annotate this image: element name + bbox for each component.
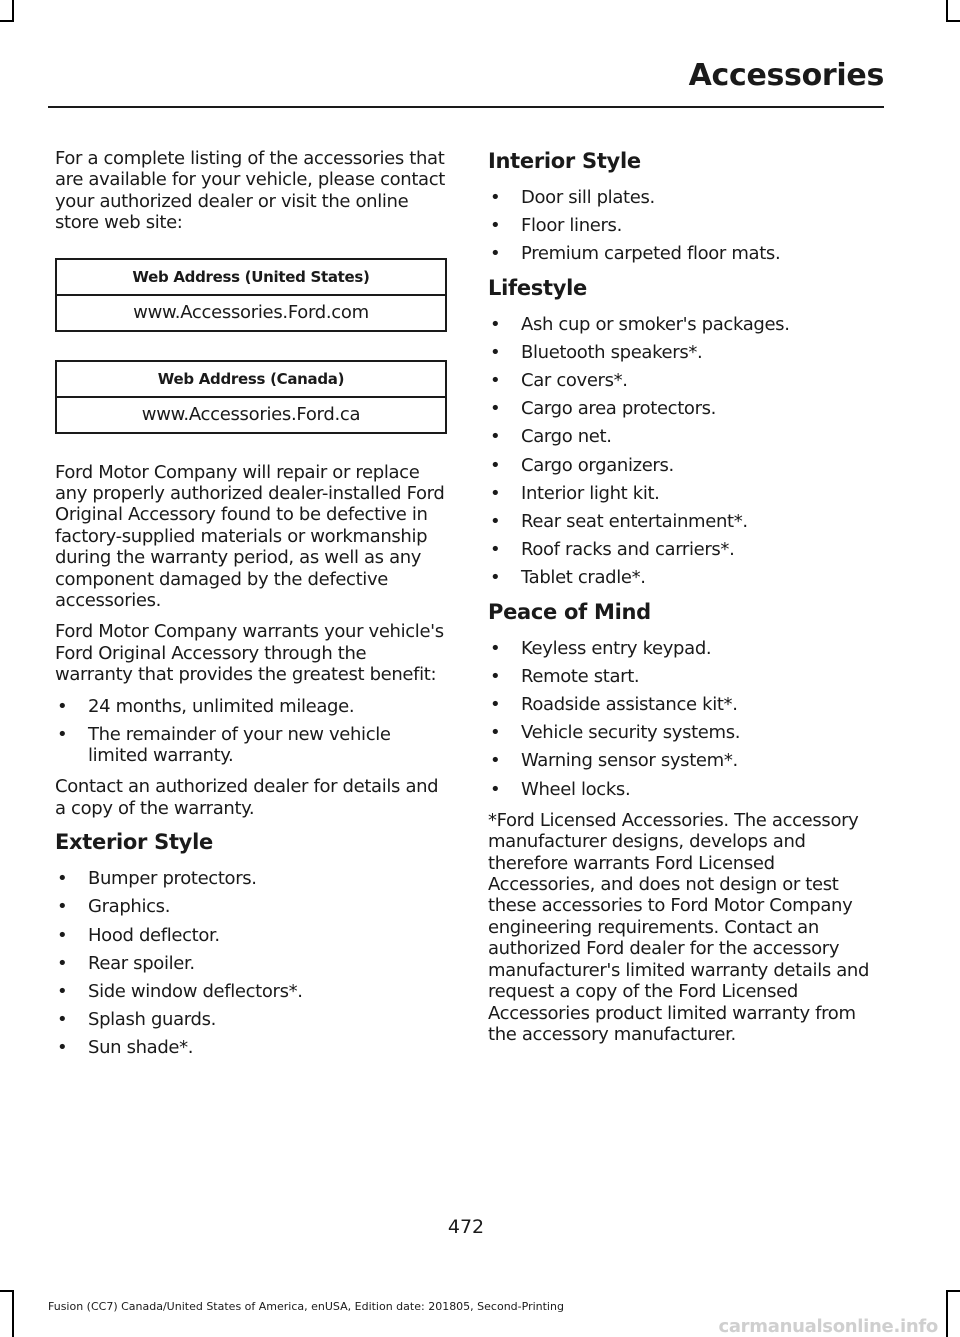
bullet-icon: • [490,750,501,772]
list-item [488,455,880,476]
bullet-icon: • [57,952,68,974]
list-item-text: Rear seat entertainment*. [521,511,748,533]
list-item-text: Floor liners. [521,215,622,237]
bullet-icon: • [490,187,501,208]
list-item [488,314,880,335]
list-item-text: Sun shade*. [88,1037,194,1059]
bullet-icon: • [490,722,501,744]
crop-mark-top-right-h [946,20,960,22]
list-item [488,483,880,504]
list-item-text: The remainder of your new vehicle limited warranty. [88,723,391,767]
repair-paragraph: Ford Motor Company will repair or replace any properly authorized dealer-installed Ford Original Accessory found to be defective in factory-supplied materials or workmanship during the warranty period, as well as any component damaged by the defective accessories. [55,461,445,612]
right-column [488,148,880,1055]
list-item [55,868,447,889]
list-item [488,567,880,588]
crop-mark-top-right-v [946,0,948,22]
bullet-icon: • [490,398,501,420]
crop-mark-bottom-left-v [12,1290,14,1337]
crop-mark-top-left-v [12,0,14,22]
list-item-text: Vehicle security systems. [521,722,741,744]
bullet-icon: • [490,567,501,589]
list-item [488,722,880,743]
bullet-icon: • [57,868,68,890]
list-item-text: Interior light kit. [521,482,660,504]
bullet-icon: • [490,694,501,716]
list-item [55,1009,447,1030]
bullet-icon: • [57,695,68,717]
page-number: 472 [447,1216,485,1238]
list-item-text: Rear spoiler. [88,952,195,974]
left-column [55,148,447,1069]
list-item-text: Premium carpeted floor mats. [521,243,781,265]
list-item-text: Roof racks and carriers*. [521,539,735,561]
list-item [488,539,880,560]
list-item [55,981,447,1002]
bullet-icon: • [490,482,501,504]
list-item-text: Bumper protectors. [88,868,257,890]
footer-edition-text: Fusion (CC7) Canada/United States of America, enUSA, Edition date: 201805, Second-Printing [48,1300,564,1313]
list-item [488,187,880,208]
bullet-icon: • [490,243,501,265]
exterior-style-list [55,868,447,1058]
list-item [55,724,447,766]
lifestyle-list [488,314,880,589]
list-item [488,638,880,659]
exterior-style-heading: Exterior Style [55,830,213,855]
bullet-icon: • [490,637,501,659]
web-address-canada-header: Web Address (Canada) [56,361,446,397]
crop-mark-bottom-right-v [946,1290,948,1337]
list-item [488,398,880,419]
list-item-text: 24 months, unlimited mileage. [88,695,355,717]
list-item-text: Door sill plates. [521,187,655,208]
list-item-text: Keyless entry keypad. [521,637,712,659]
lifestyle-heading: Lifestyle [488,275,587,300]
footnote-paragraph: *Ford Licensed Accessories. The accessory manufacturer designs, develops and therefore warrants Ford Licensed Accessories, and does not design or test these accessories to Ford Motor Company engineering requirements. Contact an authorized Ford dealer for the accessory manufacturer's limited warranty details and request a copy of the Ford Licensed Accessories product limited warranty from the accessory manufacturer. [488,809,870,1045]
list-item [488,694,880,715]
crop-mark-bottom-left-h [0,1290,14,1292]
list-item [488,426,880,447]
bullet-icon: • [57,924,68,946]
web-address-canada-value[interactable]: www.Accessories.Ford.ca [56,397,446,433]
interior-style-list [488,187,880,265]
list-item-text: Side window deflectors*. [88,980,303,1002]
bullet-icon: • [490,539,501,561]
interior-style-heading: Interior Style [488,149,641,173]
list-item [488,370,880,391]
web-address-us-table [55,258,447,332]
list-item [55,1037,447,1058]
list-item-text: Wheel locks. [521,778,631,800]
warranty-paragraph: Ford Motor Company warrants your vehicle's Ford Original Accessory through the warranty that provides the greatest benefit: [55,621,444,686]
bullet-icon: • [57,1009,68,1031]
list-item-text: Roadside assistance kit*. [521,694,738,716]
list-item-text: Graphics. [88,896,171,918]
web-address-us-value[interactable]: www.Accessories.Ford.com [56,295,446,331]
list-item [55,953,447,974]
warranty-list [55,696,447,767]
page-title: Accessories [688,58,884,93]
bullet-icon: • [57,896,68,918]
bullet-icon: • [490,665,501,687]
list-item-text: Hood deflector. [88,924,220,946]
list-item-text: Ash cup or smoker's packages. [521,313,790,335]
bullet-icon: • [490,341,501,363]
list-item-text: Cargo organizers. [521,454,674,476]
list-item [55,896,447,917]
list-item-text: Cargo net. [521,426,612,448]
crop-mark-bottom-right-h [946,1290,960,1292]
list-item-text: Bluetooth speakers*. [521,341,703,363]
list-item-text: Tablet cradle*. [521,567,646,589]
web-address-us-header: Web Address (United States) [56,259,446,295]
bullet-icon: • [490,511,501,533]
peace-of-mind-list [488,638,880,800]
list-item [488,779,880,800]
contact-paragraph: Contact an authorized dealer for details and a copy of the warranty. [55,776,439,819]
list-item [55,925,447,946]
list-item-text: Car covers*. [521,370,628,392]
web-address-canada-table [55,360,447,434]
watermark-text: carmanualsonline.info [718,1316,938,1337]
list-item [488,243,880,264]
list-item-text: Warning sensor system*. [521,750,738,772]
bullet-icon: • [490,454,501,476]
list-item [488,511,880,532]
bullet-icon: • [490,313,501,335]
list-item [55,696,447,717]
list-item [488,750,880,771]
crop-mark-top-left-h [0,20,14,22]
bullet-icon: • [57,723,68,745]
header-rule [48,106,884,108]
bullet-icon: • [490,426,501,448]
list-item [488,215,880,236]
list-item-text: Cargo area protectors. [521,398,717,420]
bullet-icon: • [490,215,501,237]
list-item-text: Remote start. [521,665,640,687]
bullet-icon: • [490,370,501,392]
bullet-icon: • [57,980,68,1002]
bullet-icon: • [490,778,501,800]
bullet-icon: • [57,1037,68,1059]
list-item [488,666,880,687]
peace-of-mind-heading: Peace of Mind [488,599,651,624]
intro-paragraph: For a complete listing of the accessories that are available for your vehicle, please contact your authorized dealer or visit the online store web site: [55,148,445,234]
list-item [488,342,880,363]
list-item-text: Splash guards. [88,1009,216,1031]
